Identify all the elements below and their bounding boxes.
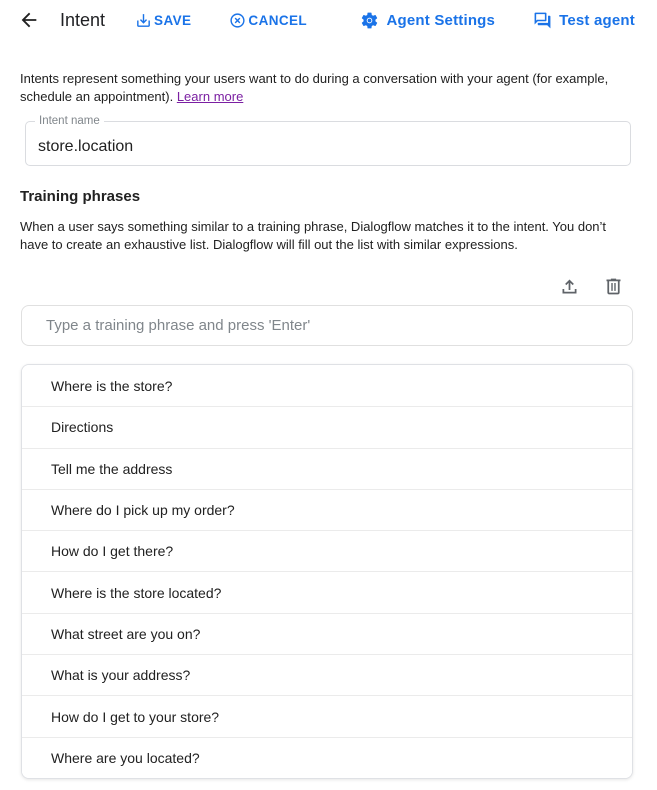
training-phrase-text: Directions	[51, 419, 114, 436]
save-button[interactable]	[135, 12, 191, 29]
cancel-circle-icon	[229, 12, 248, 29]
cancel-button-label: CANCEL	[248, 12, 308, 28]
upload-button[interactable]	[558, 275, 580, 297]
intent-name-input[interactable]	[26, 122, 630, 165]
intent-description-text: Intents represent something your users want to do during a conversation with your agent (for example, schedule an appointment).	[20, 71, 609, 104]
training-phrase-input[interactable]	[21, 305, 633, 346]
save-button-label: SAVE	[154, 12, 192, 28]
trash-icon	[603, 276, 624, 297]
intent-description	[20, 70, 622, 106]
training-phrase-row[interactable]	[22, 571, 632, 612]
training-phrase-row[interactable]	[22, 365, 632, 406]
training-phrase-text: Where do I pick up my order?	[51, 502, 235, 519]
page-title: Intent	[60, 9, 106, 30]
intent-editor	[0, 70, 657, 779]
test-agent-button[interactable]	[533, 11, 635, 30]
top-bar	[0, 0, 657, 40]
learn-more-link[interactable]: Learn more	[176, 89, 244, 104]
delete-button[interactable]	[602, 275, 624, 297]
training-phrase-row[interactable]	[22, 613, 632, 654]
agent-settings-button[interactable]	[360, 11, 495, 30]
training-phrase-row[interactable]	[22, 406, 632, 447]
training-phrase-text: What street are you on?	[51, 625, 201, 642]
training-phrase-text: How do I get to your store?	[51, 708, 220, 725]
training-phrases-list	[21, 364, 633, 779]
back-button[interactable]	[16, 7, 42, 33]
training-phrase-text: Where are you located?	[51, 749, 200, 766]
chat-forum-icon	[533, 11, 559, 30]
training-phrase-text: Tell me the address	[51, 460, 173, 477]
training-phrase-text: What is your address?	[51, 667, 191, 684]
training-phrases-heading: Training phrases	[20, 188, 141, 205]
intent-name-field	[25, 115, 631, 166]
intent-name-label: Intent name	[35, 115, 104, 128]
training-phrase-row[interactable]	[22, 448, 632, 489]
training-phrase-text: Where is the store located?	[51, 584, 222, 601]
gear-icon	[360, 11, 386, 30]
phrase-toolbar	[20, 275, 633, 297]
training-phrases-description: When a user says something similar to a training phrase, Dialogflow matches it to the intent. You don’t have to create an exhaustive list. Dialogflow will fill out the list with similar expressions.	[20, 219, 607, 252]
training-phrase-row[interactable]	[22, 737, 632, 778]
test-agent-label: Test agent	[559, 11, 635, 29]
training-phrase-row[interactable]	[22, 654, 632, 695]
agent-settings-label: Agent Settings	[386, 11, 496, 29]
cancel-button[interactable]	[229, 12, 307, 29]
training-phrase-text: How do I get there?	[51, 543, 174, 560]
save-icon	[135, 12, 154, 29]
arrow-back-icon	[18, 9, 40, 31]
training-phrase-text: Where is the store?	[51, 377, 173, 394]
training-phrase-row[interactable]	[22, 530, 632, 571]
training-phrase-row[interactable]	[22, 695, 632, 736]
upload-icon	[559, 276, 580, 297]
training-phrase-row[interactable]	[22, 489, 632, 530]
